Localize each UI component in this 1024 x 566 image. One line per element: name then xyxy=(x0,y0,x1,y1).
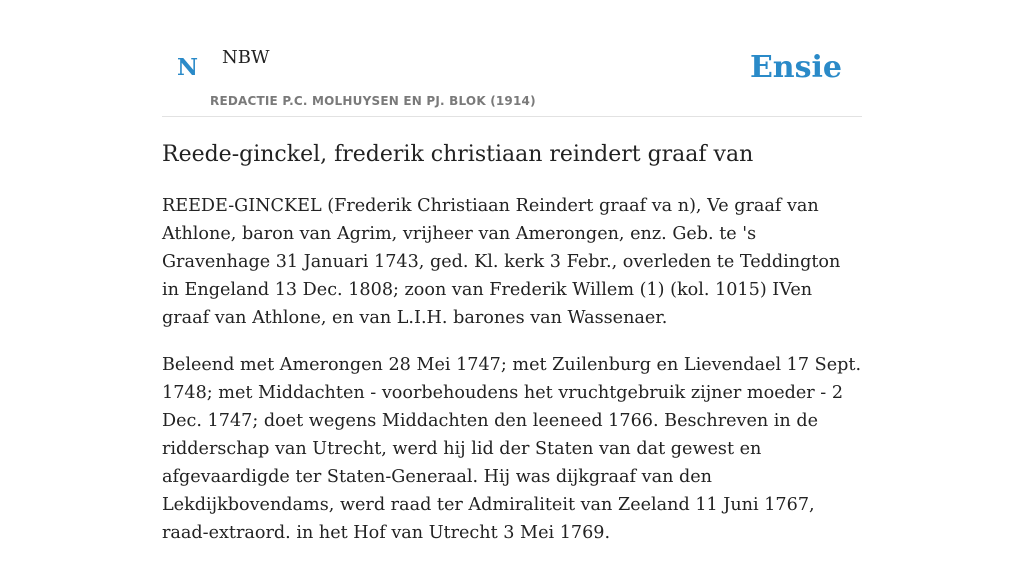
site-header xyxy=(162,0,862,117)
article-body xyxy=(162,192,862,566)
source-editors: REDACTIE P.C. MOLHUYSEN EN PJ. BLOK (1914) xyxy=(210,94,536,108)
article-paragraph: Beleend met Amerongen 28 Mei 1747; met Zuilenburg en Lievendael 17 Sept. 1748; met Middachten - voorbehoudens het vruchtgebruik zijner moeder - 2 Dec. 1747; doet wegens Middachten den leeneed 1766. Beschreven in de ridderschap van Utrecht, werd hij lid der Staten van dat gewest en afgevaardigde ter Staten-Generaal. Hij was dijkgraaf van den Lekdijkbovendams, werd raad ter Admiraliteit van Zeeland 11 Juni 1767, raad-extraord. in het Hof van Utrecht 3 Mei 1769. xyxy=(162,355,862,543)
article-paragraph: REEDE-GINCKEL (Frederik Christiaan Reindert graaf va n), Ve graaf van Athlone, baron van Agrim, vrijheer van Amerongen, enz. Geb. te 's Gravenhage 31 Januari 1743, ged. Kl. kerk 3 Febr., overleden te Teddington in Engeland 13 Dec. 1808; zoon van Frederik Willem (1) (kol. 1015) IVen graaf van Athlone, en van L.I.H. barones van Wassenaer. xyxy=(162,196,841,328)
source-logo-icon[interactable]: N xyxy=(177,54,199,81)
article-title: Reede-ginckel, frederik christiaan reindert graaf van xyxy=(162,142,754,167)
brand-logo[interactable]: Ensie xyxy=(749,50,842,85)
source-name[interactable]: NBW xyxy=(222,47,270,68)
